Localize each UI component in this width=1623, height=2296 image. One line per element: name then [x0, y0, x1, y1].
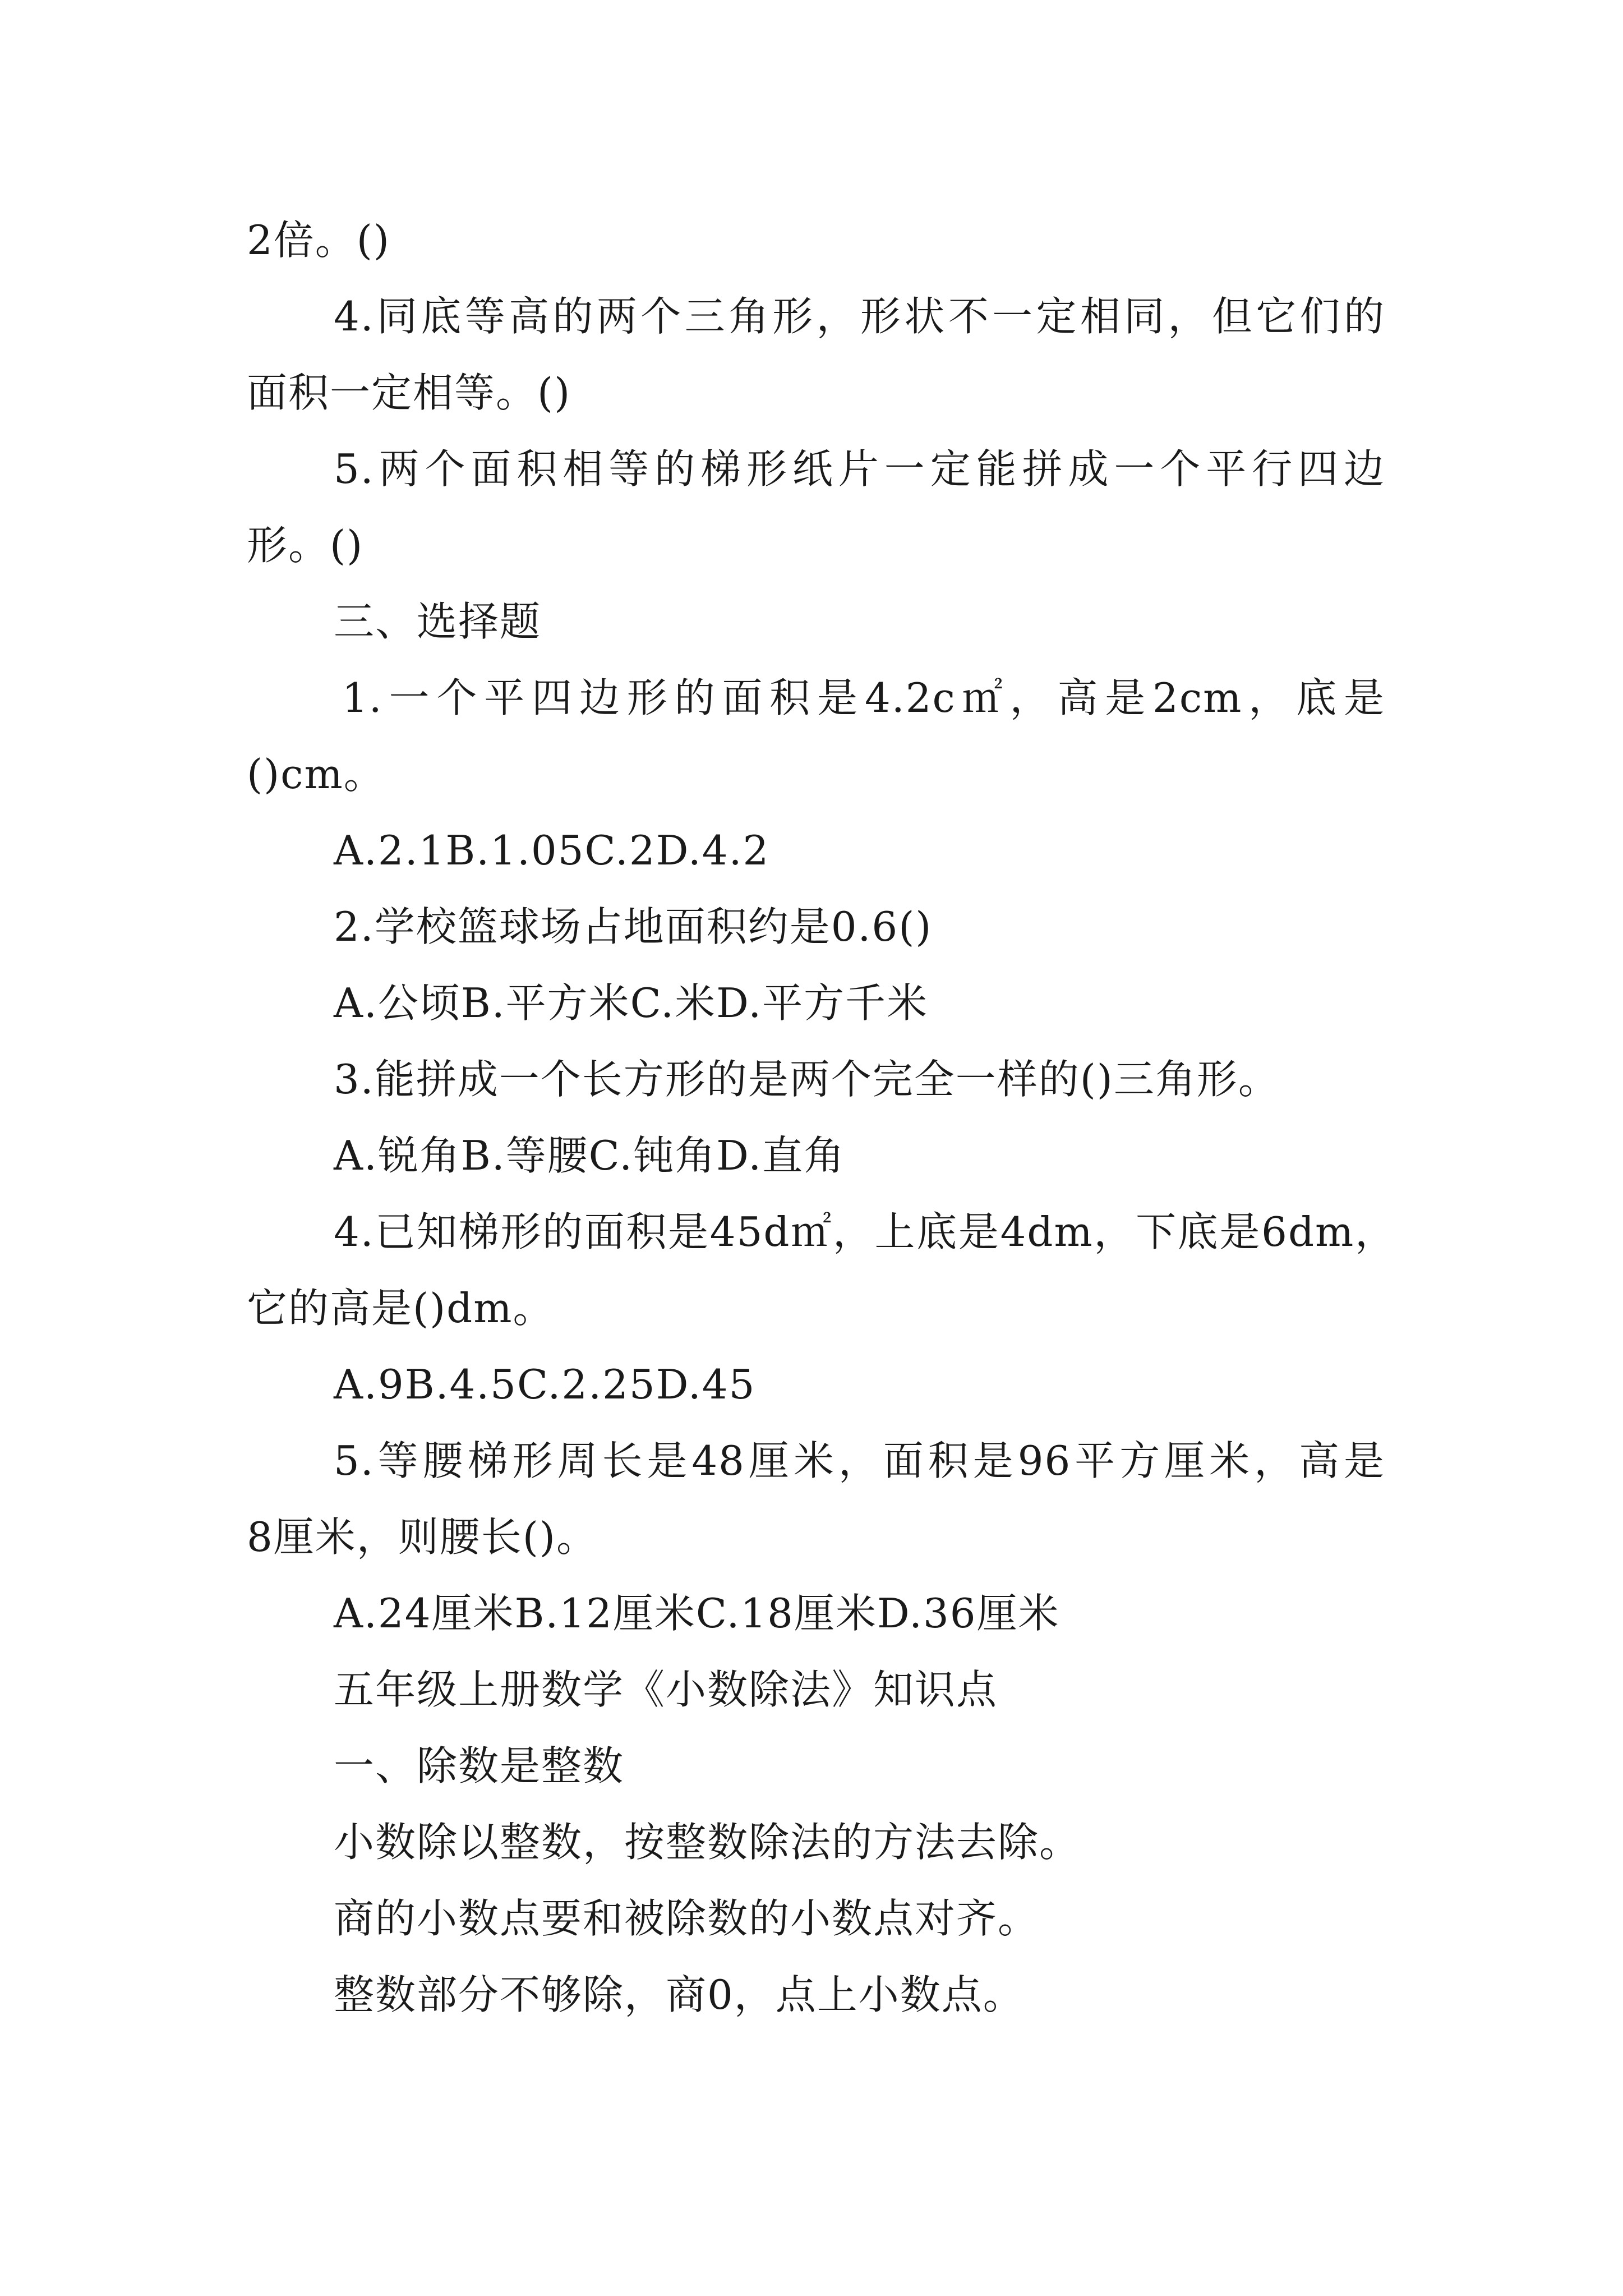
knowledge-point-3: 整数部分不够除，商0，点上小数点。 [334, 1971, 1025, 2018]
true-false-item-4: 4.同底等高的两个三角形，形状不一定相同，但它们的 [334, 293, 1385, 340]
knowledge-title: 五年级上册数学《小数除法》知识点 [334, 1666, 998, 1713]
choice-item-4-continuation: 它的高是()dm。 [247, 1285, 555, 1332]
true-false-item-5: 5.两个面积相等的梯形纸片一定能拼成一个平行四边 [334, 445, 1385, 493]
choice-item-1: 1.一个平四边形的面积是4.2c㎡，高是2cm，底是 [342, 674, 1385, 721]
choice-item-3-options: A.锐角B.等腰C.钝角D.直角 [334, 1132, 846, 1179]
section-heading-choice: 三、选择题 [334, 598, 542, 645]
choice-item-3: 3.能拼成一个长方形的是两个完全一样的()三角形。 [334, 1056, 1280, 1103]
knowledge-point-2: 商的小数点要和被除数的小数点对齐。 [334, 1895, 1040, 1942]
choice-item-1-continuation: ()cm。 [247, 751, 385, 798]
choice-item-2: 2.学校篮球场占地面积约是0.6() [334, 903, 933, 950]
choice-item-4-options: A.9B.4.5C.2.25D.45 [334, 1361, 756, 1408]
choice-item-5: 5.等腰梯形周长是48厘米，面积是96平方厘米，高是 [334, 1437, 1385, 1484]
true-false-item-4-continuation: 面积一定相等。() [247, 369, 571, 416]
choice-item-5-continuation: 8厘米，则腰长()。 [247, 1513, 598, 1561]
text-line-continuation: 2倍。() [247, 217, 390, 264]
choice-item-1-options: A.2.1B.1.05C.2D.4.2 [334, 827, 770, 874]
knowledge-section-heading: 一、除数是整数 [334, 1742, 625, 1789]
true-false-item-5-continuation: 形。() [247, 522, 364, 569]
choice-item-5-options: A.24厘米B.12厘米C.18厘米D.36厘米 [334, 1590, 1060, 1637]
knowledge-point-1: 小数除以整数，按整数除法的方法去除。 [334, 1819, 1081, 1866]
choice-item-2-options: A.公顷B.平方米C.米D.平方千米 [334, 979, 929, 1027]
choice-item-4: 4.已知梯形的面积是45d㎡，上底是4dm，下底是6dm， [334, 1208, 1396, 1255]
